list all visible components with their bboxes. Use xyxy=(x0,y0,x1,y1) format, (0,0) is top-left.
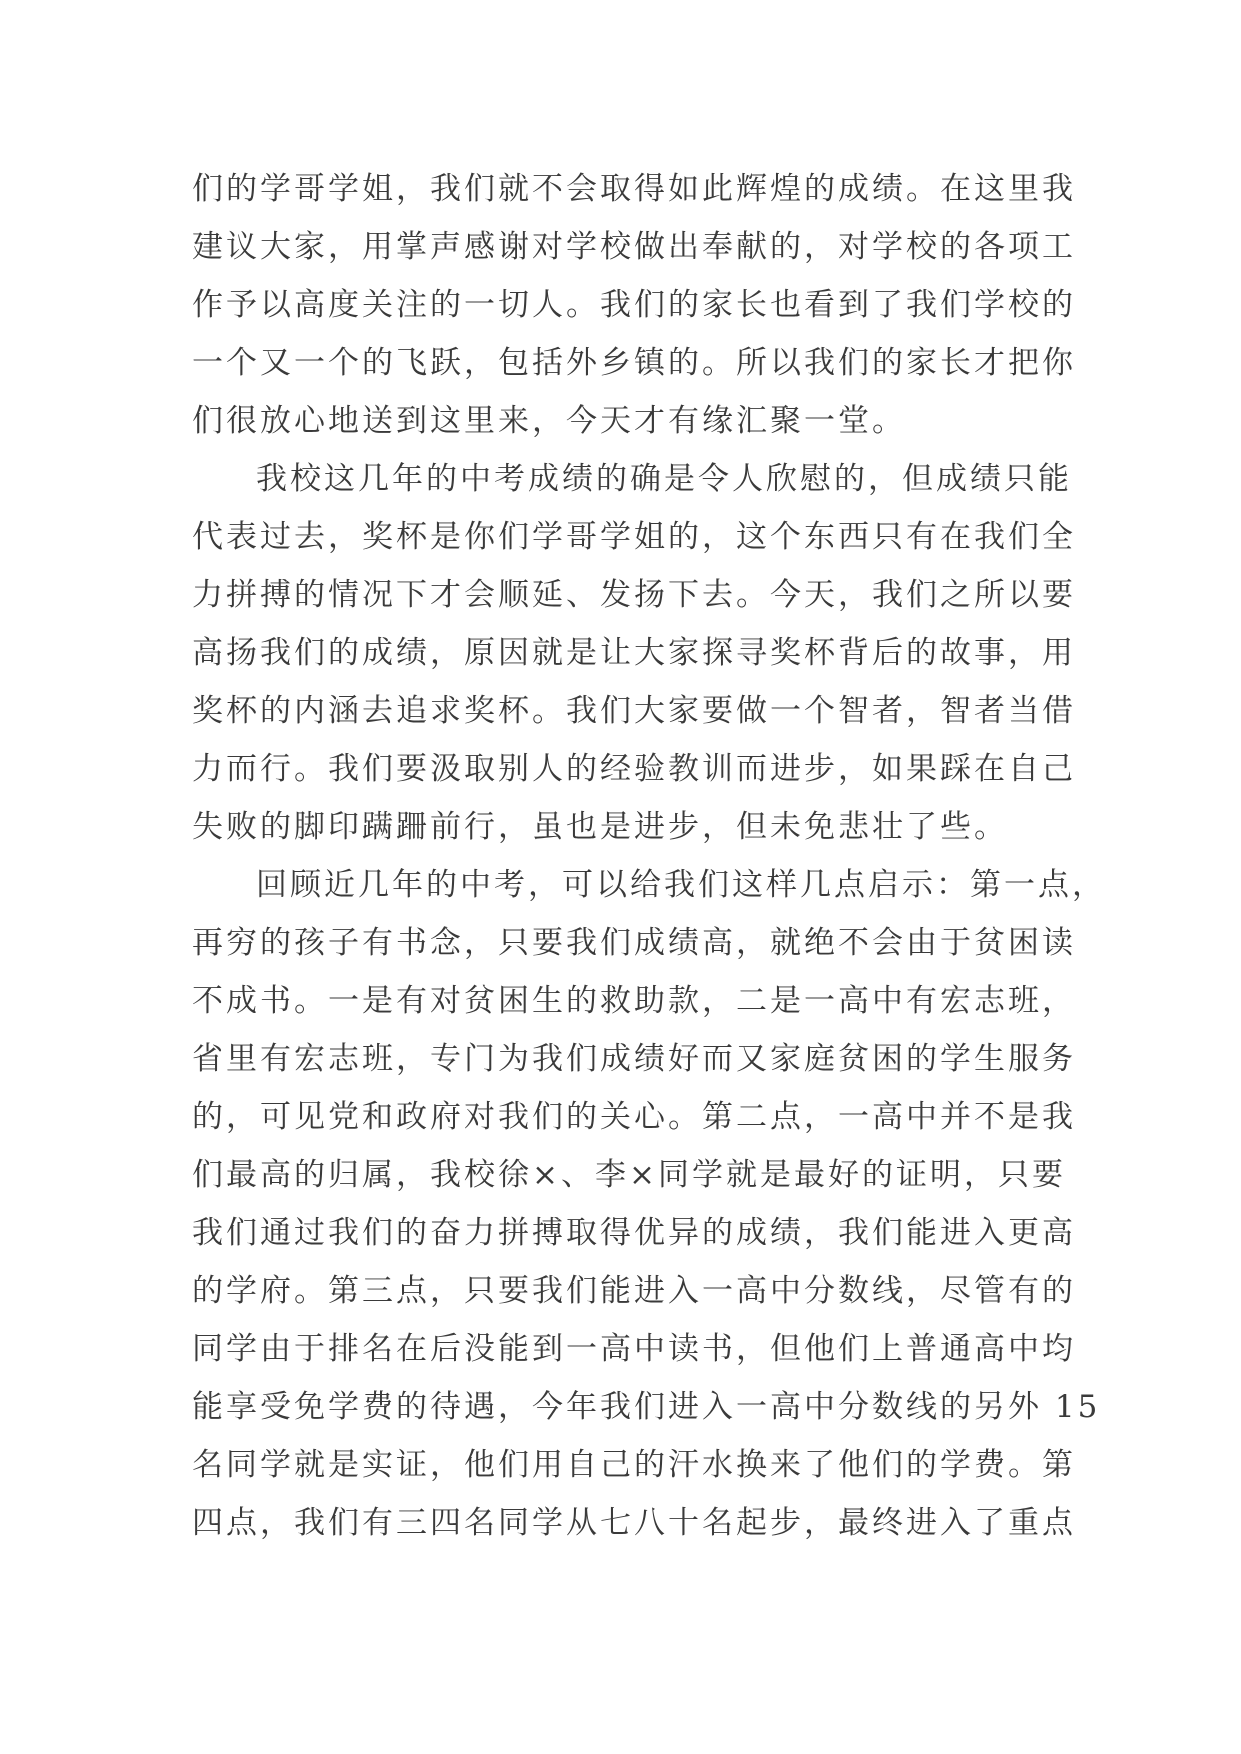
text-line: 不成书。一是有对贫困生的救助款，二是一高中有宏志班， xyxy=(192,983,1076,1019)
text-line: 们很放心地送到这里来，今天才有缘汇聚一堂。 xyxy=(192,403,906,439)
paragraph-2 xyxy=(192,450,1076,856)
text-line: 再穷的孩子有书念，只要我们成绩高，就绝不会由于贫困读 xyxy=(192,925,1076,961)
text-line: 回顾近几年的中考，可以给我们这样几点启示：第一点， xyxy=(256,867,1106,903)
text-line: 的学府。第三点，只要我们能进入一高中分数线，尽管有的 xyxy=(192,1273,1076,1309)
text-line: 作予以高度关注的一切人。我们的家长也看到了我们学校的 xyxy=(192,287,1076,323)
text-line: 一个又一个的飞跃，包括外乡镇的。所以我们的家长才把你 xyxy=(192,345,1076,381)
text-line: 力而行。我们要汲取别人的经验教训而进步，如果踩在自己 xyxy=(192,751,1076,787)
text-line: 我们通过我们的奋力拼搏取得优异的成绩，我们能进入更高 xyxy=(192,1215,1076,1251)
text-line: 同学由于排名在后没能到一高中读书，但他们上普通高中均 xyxy=(192,1331,1076,1367)
text-line: 们最高的归属，我校徐×、李×同学就是最好的证明，只要 xyxy=(192,1157,1066,1193)
text-line: 名同学就是实证，他们用自己的汗水换来了他们的学费。第 xyxy=(192,1447,1076,1483)
text-line: 省里有宏志班，专门为我们成绩好而又家庭贫困的学生服务 xyxy=(192,1041,1076,1077)
paragraph-1 xyxy=(192,160,1076,450)
text-line: 的，可见党和政府对我们的关心。第二点，一高中并不是我 xyxy=(192,1099,1076,1135)
body-text xyxy=(192,160,1106,1552)
text-line: 奖杯的内涵去追求奖杯。我们大家要做一个智者，智者当借 xyxy=(192,693,1076,729)
text-line: 能享受免学费的待遇，今年我们进入一高中分数线的另外 15 xyxy=(192,1389,1101,1425)
text-line: 高扬我们的成绩，原因就是让大家探寻奖杯背后的故事，用 xyxy=(192,635,1076,671)
text-line: 失败的脚印蹒跚前行，虽也是进步，但未免悲壮了些。 xyxy=(192,809,1008,845)
text-line: 们的学哥学姐，我们就不会取得如此辉煌的成绩。在这里我 xyxy=(192,171,1076,207)
text-line: 代表过去，奖杯是你们学哥学姐的，这个东西只有在我们全 xyxy=(192,519,1076,555)
paragraph-3 xyxy=(192,856,1106,1552)
text-line: 建议大家，用掌声感谢对学校做出奉献的，对学校的各项工 xyxy=(192,229,1076,265)
text-line: 我校这几年的中考成绩的确是令人欣慰的，但成绩只能 xyxy=(256,461,1072,497)
text-line: 力拼搏的情况下才会顺延、发扬下去。今天，我们之所以要 xyxy=(192,577,1076,613)
text-line: 四点，我们有三四名同学从七八十名起步，最终进入了重点 xyxy=(192,1505,1076,1541)
